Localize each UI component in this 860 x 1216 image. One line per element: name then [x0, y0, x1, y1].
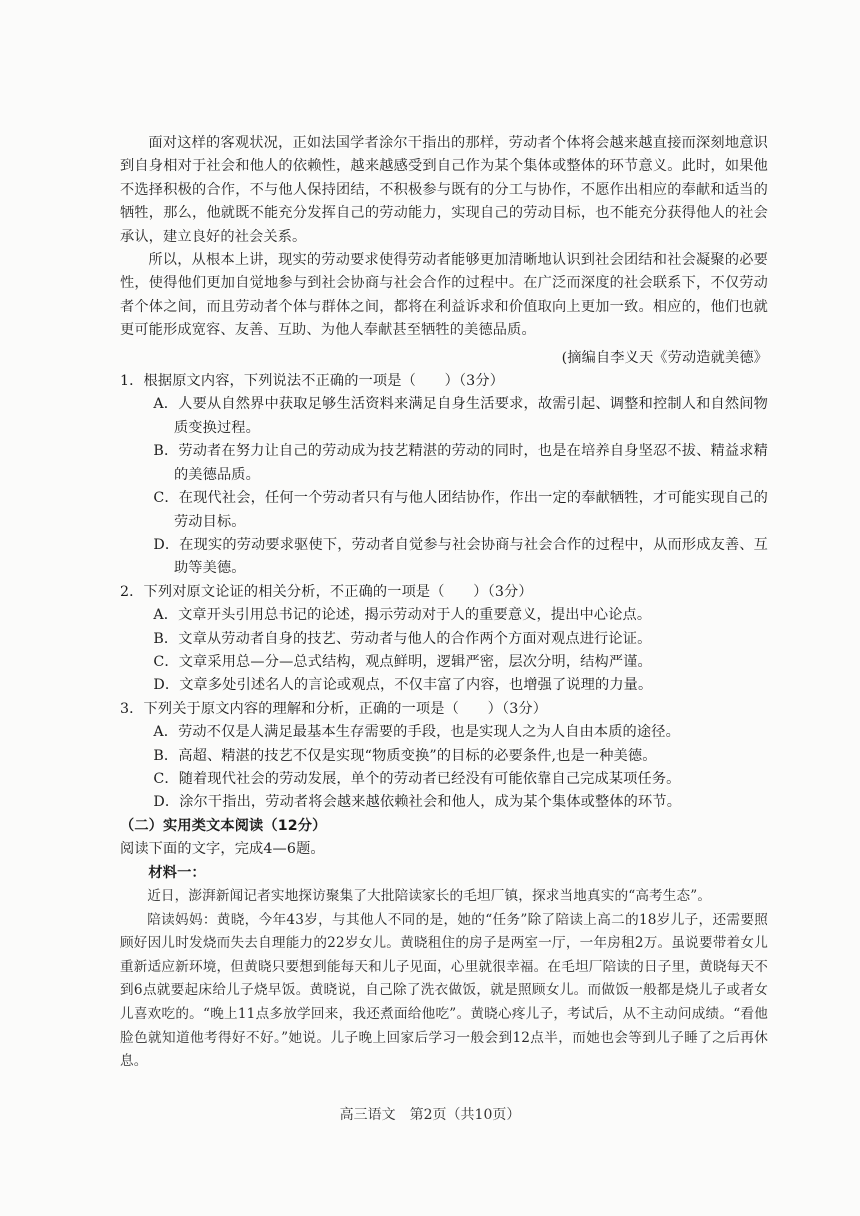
question-1-stem: 1．根据原文内容，下列说法不正确的一项是（ ）（3分） [120, 373, 505, 390]
material-1-paragraph-2: 陪读妈妈：黄晓，今年43岁，与其他人不同的是，她的“任务”除了陪读上高二的18岁儿子，还需要照顾好因儿时发烧而失去自理能力的22岁女儿。黄晓租住的房子是两室一厅，一年房租2万。虽说要带着女儿重新适应新环境，但黄晓只要想到能每天和儿子见面，心里就很幸福。在毛坦厂陪读的日子里，黄晓每天不到6点就要起床给儿子烧早饭。黄晓说，自己除了洗衣做饭，就是照顾女儿。而做饭一般都是烧儿子或者女儿喜欢吃的。“晚上11点多放学回来，我还煮面给他吃”。黄晓心疼儿子，考试后，从不主动问成绩。“看他脸色就知道他考得好不好。”她说。儿子晚上回家后学习一般会到12点半，而她也会等到儿子睡了之后再休息。 [120, 911, 768, 1070]
material-1-paragraph-1: 近日，澎湃新闻记者实地探访聚集了大批陪读家长的毛坦厂镇，探求当地真实的“高考生态”。 [147, 888, 712, 904]
passage-source: (摘编自李义天《劳动造就美德》 [561, 349, 768, 366]
question-1-option-a: A．人要从自然界中获取足够生活资料来满足自身生活要求，故需引起、调整和控制人和自然间物质变换过程。 [153, 396, 768, 436]
question-2-option-d: D．文章多处引述名人的言论或观点，不仅丰富了内容，也增强了说理的力量。 [153, 677, 653, 694]
question-3-option-a: A．劳动不仅是人满足最基本生存需要的手段，也是实现人之为人自由本质的途径。 [153, 724, 680, 741]
question-2-stem: 2．下列对原文论证的相关分析，不正确的一项是（ ）（3分） [120, 583, 533, 600]
section-2-heading: （二）实用类文本阅读（12分） [120, 817, 327, 834]
page-footer: 高三语文 第2页（共10页） [339, 1107, 521, 1123]
question-1-option-d: D．在现实的劳动要求驱使下，劳动者自觉参与社会协商与社会合作的过程中，从而形成友善、互助等美德。 [153, 536, 768, 577]
question-2 [120, 581, 768, 698]
question-3-option-d: D．涂尔干指出，劳动者将会越来越依赖社会和他人，成为某个集体或整体的环节。 [153, 794, 682, 811]
material-1-label: 材料一： [148, 864, 206, 881]
passage-paragraph-1: 面对这样的客观状况，正如法国学者涂尔干指出的那样，劳动者个体将会越来越直接而深刻地意识到自身相对于社会和他人的依赖性，越来越感受到自己作为某个集体或整体的环节意义。此时，如果他不选择积极的合作，不与他人保持团结，不积极参与既有的分工与协作，不愿作出相应的奉献和适当的牺牲，那么，他就既不能充分发挥自己的劳动能力，实现自己的劳动目标，也不能充分获得他人的社会承认，建立良好的社会关系。 [120, 135, 768, 245]
question-3-stem: 3．下列关于原文内容的理解和分析，正确的一项是（ ）（3分） [120, 700, 548, 717]
question-3-option-b: B．高超、精湛的技艺不仅是实现“物质变换”的目标的必要条件,也是一种美德。 [153, 747, 657, 764]
question-2-option-b: B．文章从劳动者自身的技艺、劳动者与他人的合作两个方面对观点进行论证。 [153, 630, 652, 647]
question-1-option-b: B．劳动者在努力让自己的劳动成为技艺精湛的劳动的同时，也是在培养自身坚忍不拔、精益求精的美德品质。 [153, 443, 768, 483]
question-2-option-a: A．文章开头引用总书记的论述，揭示劳动对于人的重要意义，提出中心论点。 [153, 607, 652, 624]
passage-paragraph-2: 所以，从根本上讲，现实的劳动要求使得劳动者能够更加清晰地认识到社会团结和社会凝聚的必要性，使得他们更加自觉地参与到社会协商与社会合作的过程中。在广泛而深度的社会联系下，不仅劳动者个体之间，而且劳动者个体与群体之间，都将在利益诉求和价值取向上更加一致。相应的，他们也就更可能形成宽容、友善、互助、为他人奉献甚至牺牲的美德品质。 [120, 252, 768, 339]
section-2-instruction: 阅读下面的文字，完成4—6题。 [120, 841, 325, 858]
page-content [120, 132, 768, 1074]
question-1 [120, 370, 768, 581]
question-3 [120, 698, 768, 815]
question-1-option-c: C．在现代社会，任何一个劳动者只有与他人团结协作，作出一定的奉献牺牲，才可能实现自己的劳动目标。 [153, 490, 768, 530]
question-2-option-c: C．文章采用总—分—总式结构，观点鲜明，逻辑严密，层次分明，结构严谨。 [153, 653, 652, 670]
question-3-option-c: C．随着现代社会的劳动发展，单个的劳动者已经没有可能依靠自己完成某项任务。 [153, 770, 681, 787]
